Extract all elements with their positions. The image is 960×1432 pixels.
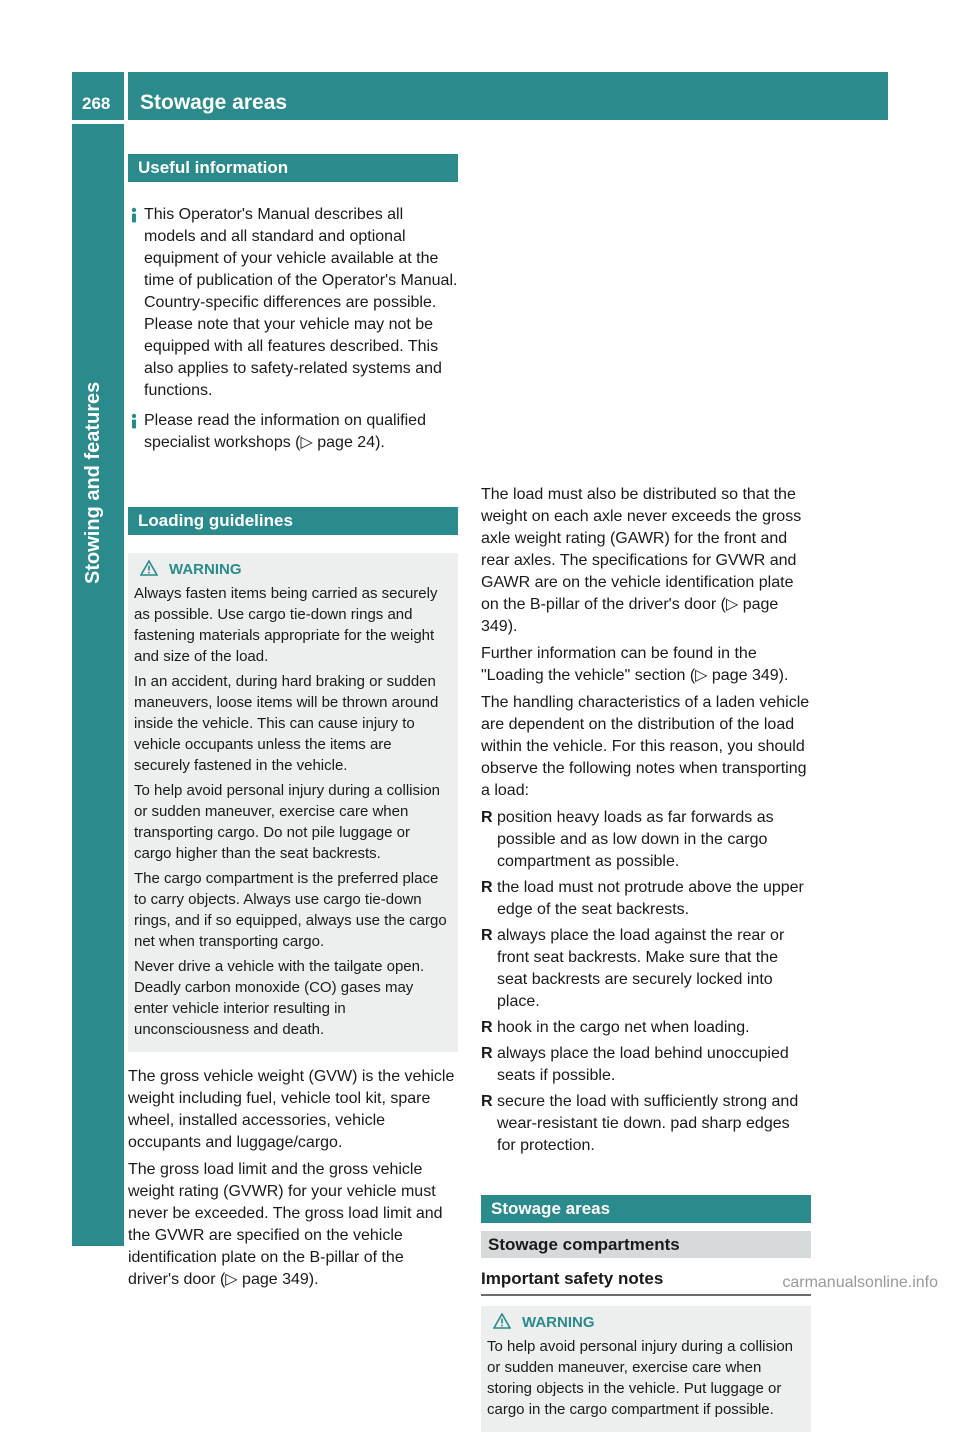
info-text: This Operator's Manual describes all models and all standard and optional equipment of your vehicle available at the time of publication of the Operator's Manual. Country-specific differences are possible. Please note that your vehicle may not be equipped with all features described. This also applies to safety-related systems and functions. bbox=[144, 206, 458, 399]
warning-paragraph: To help avoid personal injury during a collision or sudden maneuver, exercise care when transporting cargo. Do not pile luggage or cargo higher than the seat backrests. bbox=[134, 782, 441, 862]
list-item: R always place the load against the rear or front seat backrests. Make sure that the seat backrests are securely locked into place. bbox=[481, 927, 785, 1010]
info-icon bbox=[128, 207, 140, 223]
warning-paragraph: The cargo compartment is the preferred place to carry objects. Always use cargo tie-down rings, and if so equipped, always use the cargo net when transporting cargo. bbox=[134, 870, 447, 950]
warning-paragraph: Never drive a vehicle with the tailgate open. Deadly carbon monoxide (CO) gases may enter vehicle interior resulting in unconsciousness and death. bbox=[134, 958, 425, 1038]
chapter-header bbox=[128, 72, 888, 120]
warning-triangle-icon bbox=[140, 560, 158, 576]
side-tab-bottom bbox=[72, 1196, 124, 1246]
further-info-paragraph: Further information can be found in the "Loading the vehicle" section (▷ page 349). bbox=[481, 645, 789, 684]
stowage-compartments-heading: Stowage compartments bbox=[481, 1231, 811, 1258]
left-column bbox=[128, 154, 458, 1296]
safety-notes-heading: Important safety notes bbox=[481, 1268, 811, 1296]
warning-title: WARNING bbox=[487, 1312, 803, 1333]
warning-box bbox=[128, 553, 458, 1052]
stowage-areas-heading: Stowage areas bbox=[481, 1195, 811, 1223]
warning-triangle-icon bbox=[493, 1313, 511, 1329]
page-number-box bbox=[72, 72, 124, 120]
bullet-mark: R bbox=[481, 809, 493, 826]
list-item: R position heavy loads as far forwards as possible and as low down in the cargo compartment as possible. bbox=[481, 809, 774, 870]
useful-information-heading: Useful information bbox=[128, 154, 458, 182]
chapter-title: Stowage areas bbox=[140, 91, 288, 114]
list-item: R always place the load behind unoccupied seats if possible. bbox=[481, 1045, 789, 1084]
warning-box bbox=[481, 1306, 811, 1432]
list-item: R the load must not protrude above the upper edge of the seat backrests. bbox=[481, 879, 804, 918]
warning-title: WARNING bbox=[134, 559, 450, 580]
warning-paragraph: To help avoid personal injury during a collision or sudden maneuver, exercise care when storing objects in the vehicle. Put luggage or cargo in the cargo compartment if possible. bbox=[487, 1338, 794, 1418]
bullet-mark: R bbox=[481, 879, 493, 896]
bullet-mark: R bbox=[481, 1019, 493, 1036]
info-icon bbox=[128, 413, 140, 429]
bullet-mark: R bbox=[481, 1093, 493, 1110]
info-text: Please read the information on qualified specialist workshops (▷ page 24). bbox=[144, 412, 426, 451]
right-column bbox=[481, 154, 811, 1432]
side-tab-label: Stowing and features bbox=[82, 381, 104, 584]
info-note bbox=[128, 204, 458, 402]
warning-paragraph: In an accident, during hard braking or sudden maneuvers, loose items will be thrown around inside the vehicle. This can cause injury to vehicle occupants unless the items are securely fastened in the vehicle. bbox=[134, 673, 439, 774]
loading-guidelines-heading: Loading guidelines bbox=[128, 507, 458, 535]
side-tab bbox=[72, 124, 124, 1196]
page-number: 268 bbox=[82, 94, 111, 113]
info-note bbox=[128, 410, 458, 454]
list-item: R secure the load with sufficiently strong and wear-resistant tie down. pad sharp edges for protection. bbox=[481, 1093, 799, 1154]
watermark: carmanualsonline.info bbox=[782, 1274, 938, 1291]
bullet-mark: R bbox=[481, 1045, 493, 1062]
gawr-paragraph: The load must also be distributed so that the weight on each axle never exceeds the gross axle weight rating (GAWR) for the front and rear axles. The specifications for GVWR and GAWR are on the vehicle identification plate on the B-pillar of the driver's door (▷ page 349). bbox=[481, 486, 802, 635]
warning-paragraph: Always fasten items being carried as securely as possible. Use cargo tie-down rings and fastening materials appropriate for the weight and size of the load. bbox=[134, 585, 438, 665]
gvwr-paragraph: The gross load limit and the gross vehicle weight rating (GVWR) for your vehicle must never be exceeded. The gross load limit and the GVWR are specified on the vehicle identification plate on the B-pillar of the driver's door (▷ page 349). bbox=[128, 1161, 443, 1288]
list-item: R hook in the cargo net when loading. bbox=[481, 1017, 811, 1039]
gvw-paragraph: The gross vehicle weight (GVW) is the vehicle weight including fuel, vehicle tool kit, spare wheel, installed accessories, vehicle occupants and luggage/cargo. bbox=[128, 1068, 455, 1151]
bullet-mark: R bbox=[481, 927, 493, 944]
handling-paragraph: The handling characteristics of a laden vehicle are dependent on the distribution of the load within the vehicle. For this reason, you should observe the following notes when transporting a load: bbox=[481, 694, 810, 799]
